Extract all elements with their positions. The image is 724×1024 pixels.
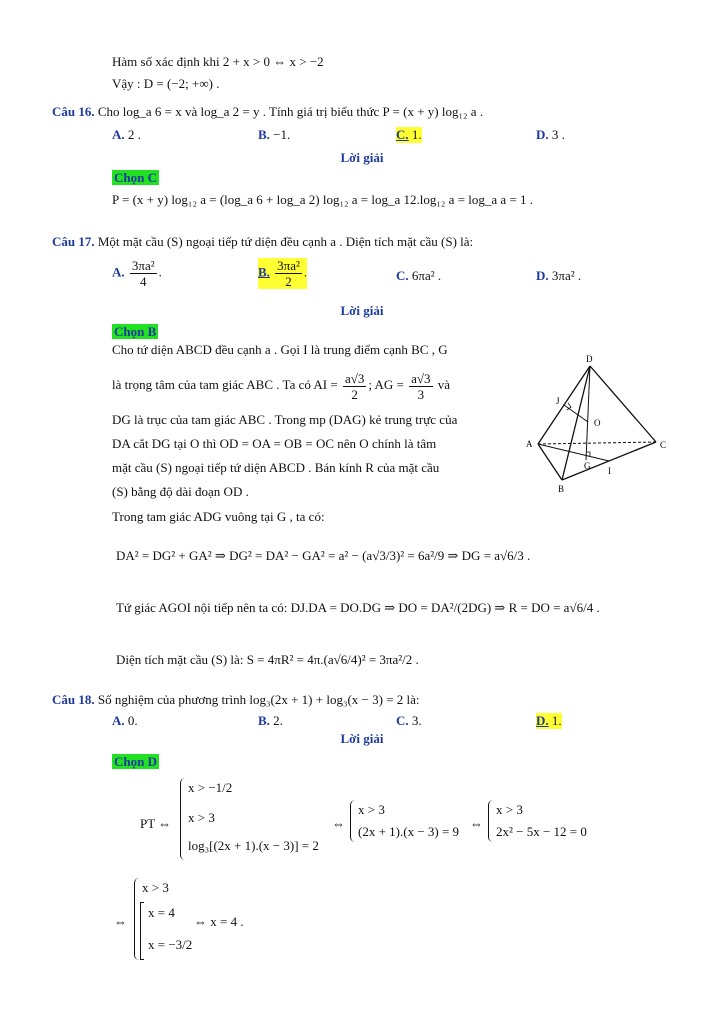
q17-option-a: A. $\frac{\text{3πa²}}{4}$ . [112, 258, 162, 289]
intro-line-2: Vậy : D = (−2; +∞) . [112, 76, 220, 91]
label-O: O [594, 418, 601, 428]
edge-AC [538, 442, 656, 444]
brace-1 [180, 778, 185, 860]
q16-solution: P = (x + y) log₁₂ a = (log_a 6 + log_a 2) log₁₂ a = log_a 12.log₁₂ a = log_a a = 1 . [112, 192, 534, 207]
label-I: I [608, 466, 611, 476]
q17-chon: Chọn B [114, 324, 157, 339]
question-16 [52, 104, 483, 120]
question-text: Cho log_a 6 = x và log_a 2 = y . Tính giá trị biểu thức P = (x + y) log₁₂ a . [97, 104, 484, 119]
q16-option-a: A. 2 . [112, 127, 141, 142]
q17-para-4: DA cắt DG tại O thì OD = OA = OB = OC nên O chính là tâm [112, 436, 437, 451]
segment-AI [538, 444, 609, 461]
label-J: J [556, 396, 560, 406]
q17-equation-3: Diện tích mặt cầu (S) là: S = 4πR² = 4π.(a√6/4)² = 3πa²/2 . [116, 652, 419, 667]
final-sys-line-3: x = −3/2 [148, 937, 193, 952]
sys1-line-2: x > 3 [188, 810, 215, 825]
bracket [140, 902, 144, 960]
q17-para-1: Cho tứ diện ABCD đều cạnh a . Gọi I là trung điểm cạnh BC , G [112, 342, 448, 357]
q16-option-c: C. 1. [396, 127, 422, 142]
final-sys-line-2: x = 4 [148, 905, 175, 920]
q18-option-a: A. 0. [112, 713, 138, 728]
edge-DC [590, 366, 656, 442]
brace-3 [488, 800, 493, 842]
label-G: G [584, 461, 591, 471]
q17-para-3: DG là trục của tam giác ABC . Trong mp (DAG) kẻ trung trực của [112, 412, 458, 427]
q17-loigiai: Lời giải [340, 303, 384, 318]
q17-para-2: là trọng tâm của tam giác ABC . Ta có AI = $\frac{a√3}{2}$ ; AG = $\frac{a√3}{3}$ và [112, 370, 451, 402]
q16-loigiai: Lời giải [340, 150, 384, 165]
sys2-line-1: x > 3 [358, 802, 385, 817]
q18-option-b: B. 2. [258, 713, 283, 728]
q17-option-b: B. $\frac{\text{3πa²}}{2}$ . [258, 258, 308, 289]
q17-para-6: (S) bằng độ dài đoạn OD . [112, 484, 249, 499]
label-C: C [660, 440, 667, 450]
q18-option-d: D. 1. [536, 713, 562, 728]
label-A: A [526, 439, 533, 449]
intro-line-1: Hàm số xác định khi 2 + x > 0 ⇔ x > −2 [112, 54, 324, 69]
q17-option-d: D. 3πa² . [536, 268, 582, 283]
q16-option-b: B. −1. [258, 127, 291, 142]
sys1-line-1: x > −1/2 [188, 780, 233, 795]
sys3-line-2: 2x² − 5x − 12 = 0 [496, 824, 587, 839]
equiv-2: ⇔ [470, 816, 483, 831]
brace-2 [350, 800, 355, 842]
label-B: B [558, 484, 565, 494]
q18-loigiai: Lời giải [340, 731, 384, 746]
q18-pt: PT ⇔ [140, 816, 172, 831]
q17-para-7: Trong tam giác ADG vuông tại G , ta có: [112, 509, 325, 524]
q17-option-c: C. 6πa² . [396, 268, 442, 283]
segment-JO [564, 405, 588, 422]
q18-chon: Chọn D [114, 754, 157, 769]
q17-para-5: mặt cầu (S) ngoại tiếp tứ diện ABCD . Bán kính R của mặt cầu [112, 460, 440, 475]
edge-AB [538, 444, 562, 480]
q17-equation-1: DA² = DG² + GA² ⇒ DG² = DA² − GA² = a² − (a√3/3)² = 6a²/9 ⇒ DG = a√6/3 . [116, 548, 531, 563]
q16-option-d: D. 3 . [536, 127, 565, 142]
q16-chon: Chọn C [114, 170, 157, 185]
equiv-1: ⇔ [332, 816, 345, 831]
question-label: Câu 16. [52, 104, 95, 119]
final-sys-line-1: x > 3 [142, 880, 169, 895]
q17-equation-2: Tứ giác AGOI nội tiếp nên ta có: DJ.DA = DO.DG ⇒ DO = DA²/(2DG) ⇒ R = DO = a√6/4 . [116, 600, 600, 615]
sys1-line-3: log₃[(2x + 1).(x − 3)] = 2 [188, 838, 319, 853]
sys3-line-1: x > 3 [496, 802, 523, 817]
question-18: Câu 18. Số nghiệm của phương trình log₃(2x + 1) + log₃(x − 3) = 2 là: [52, 692, 420, 707]
equiv-3: ⇔ [114, 914, 127, 929]
tetrahedron-figure [520, 352, 670, 502]
q18-final: ⇔ x = 4 . [194, 914, 244, 929]
q18-option-c: C. 3. [396, 713, 422, 728]
label-D: D [586, 354, 593, 364]
question-17: Câu 17. Một mặt cầu (S) ngoại tiếp tứ diện đều cạnh a . Diện tích mặt cầu (S) là: [52, 234, 474, 249]
brace-4 [134, 878, 139, 960]
sys2-line-2: (2x + 1).(x − 3) = 9 [358, 824, 460, 839]
